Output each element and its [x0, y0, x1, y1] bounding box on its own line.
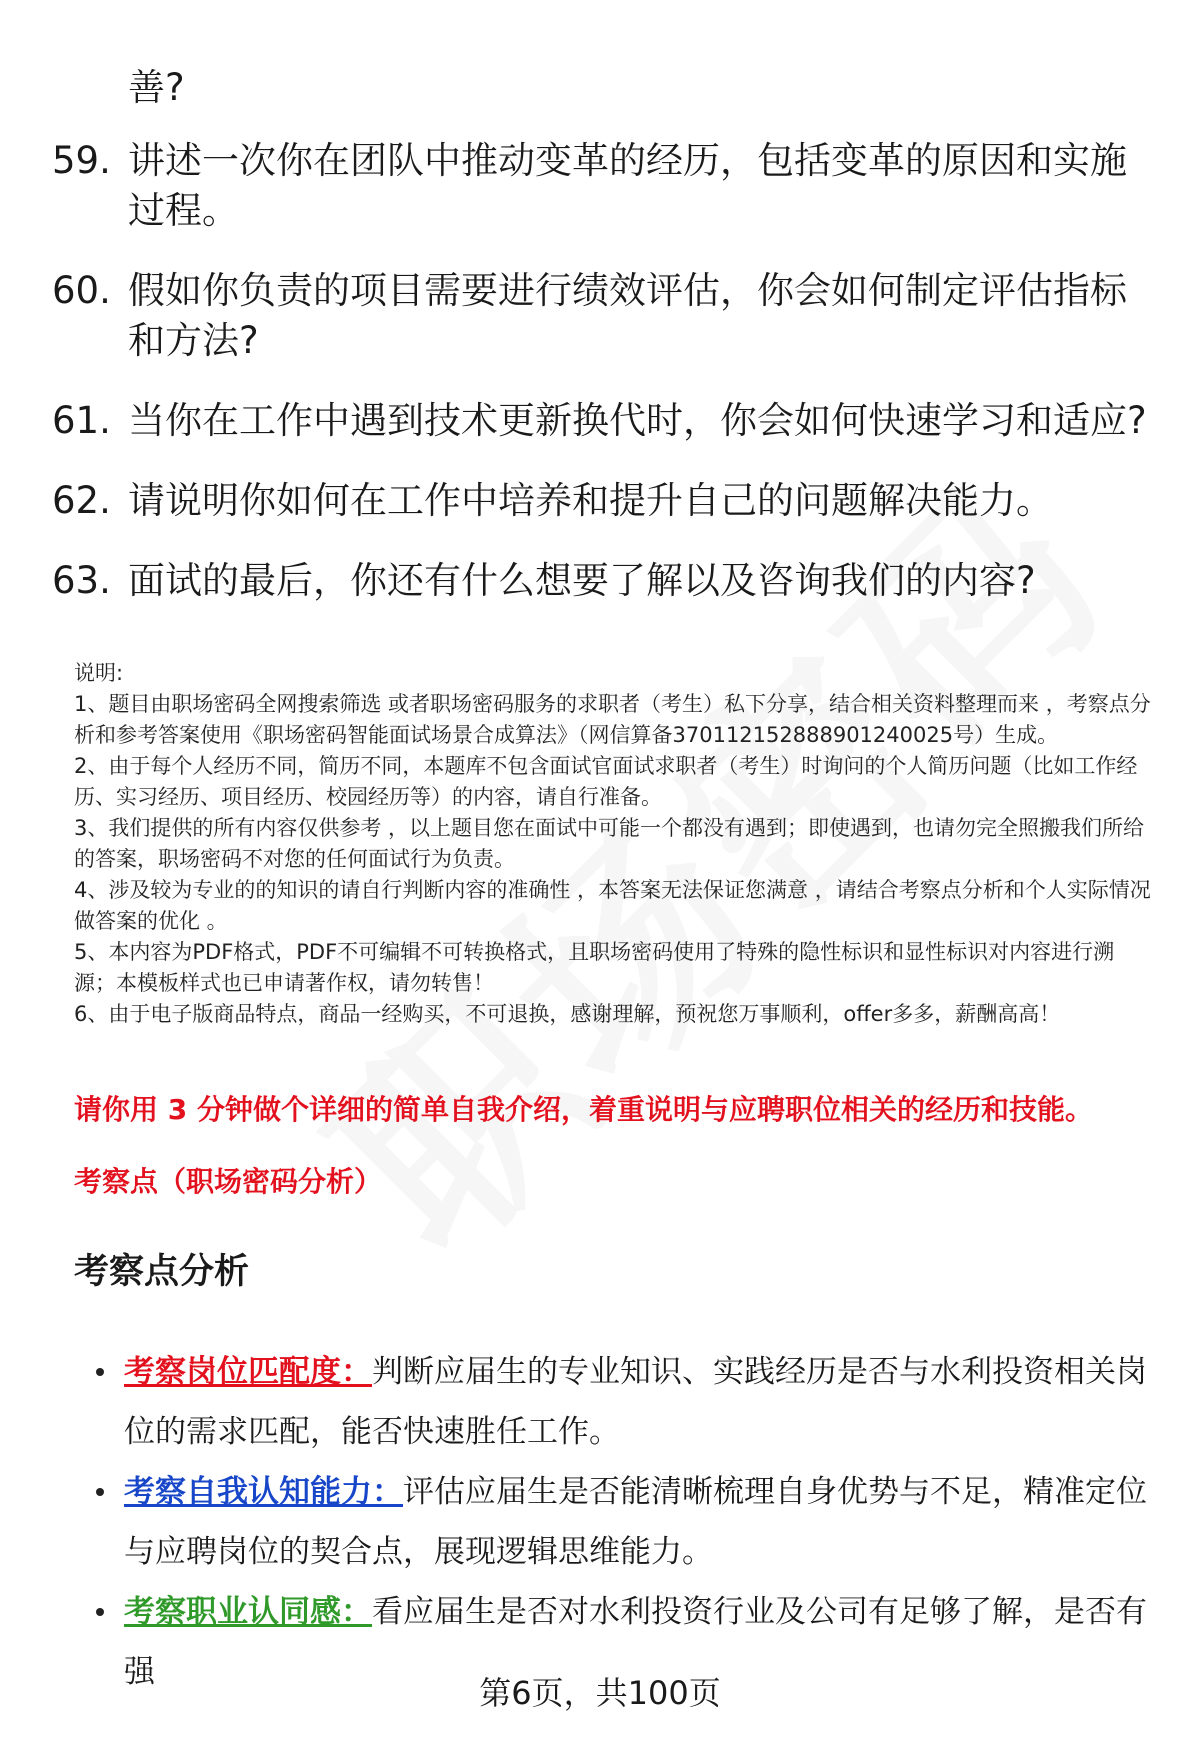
question-text: 请说明你如何在工作中培养和提升自己的问题解决能力。 — [128, 479, 1053, 522]
note-item: 6、由于电子版商品特点，商品一经购买，不可退换，感谢理解，预祝您万事顺利，offer多多，薪酬高高！ — [74, 1002, 1061, 1026]
question-number: 61. — [52, 399, 111, 442]
question-text: 讲述一次你在团队中推动变革的经历，包括变革的原因和实施过程。 — [128, 139, 1127, 232]
notes-section — [74, 658, 1154, 1030]
note-item: 5、本内容为PDF格式，PDF不可编辑不可转换格式，且职场密码使用了特殊的隐性标识和显性标识对内容进行溯源；本模板样式也已申请著作权，请勿转售！ — [74, 940, 1115, 995]
analysis-list — [96, 1342, 1156, 1702]
note-item: 1、题目由职场密码全网搜索筛选 或者职场密码服务的求职者（考生）私下分享，结合相关资料整理而来 ，考察点分析和参考答案使用《职场密码智能面试场景合成算法》（网信算备370112152888901240025号）生成。 — [74, 692, 1151, 747]
analysis-heading: 考察点分析 — [74, 1252, 250, 1292]
question-item — [52, 476, 1152, 526]
question-list — [52, 136, 1152, 636]
question-text: 假如你负责的项目需要进行绩效评估，你会如何制定评估指标和方法? — [128, 269, 1127, 362]
question-item — [52, 266, 1152, 366]
question-item — [52, 556, 1152, 606]
featured-question: 请你用 3 分钟做个详细的简单自我介绍，着重说明与应聘职位相关的经历和技能。 — [74, 1093, 1093, 1126]
question-number: 60. — [52, 269, 111, 312]
bullet-body — [124, 1342, 1156, 1462]
question-number: 63. — [52, 559, 111, 602]
question-text: 面试的最后，你还有什么想要了解以及咨询我们的内容? — [128, 559, 1036, 602]
bullet-dot-icon — [96, 1488, 104, 1496]
bullet-dot-icon — [96, 1368, 104, 1376]
bullet-text: 判断应届生的专业知识、实践经历是否与水利投资相关岗位的需求匹配，能否快速胜任工作。 — [124, 1354, 1147, 1450]
question-item — [52, 136, 1152, 236]
analysis-bullet — [96, 1462, 1156, 1582]
question-item — [52, 396, 1152, 446]
bullet-dot-icon — [96, 1608, 104, 1616]
note-item: 2、由于每个人经历不同，简历不同，本题库不包含面试官面试求职者（考生）时询问的个人简历问题（比如工作经历、实习经历、项目经历、校园经历等）的内容，请自行准备。 — [74, 754, 1138, 809]
question-number: 59. — [52, 139, 111, 182]
featured-subtitle: 考察点（职场密码分析） — [74, 1165, 383, 1198]
analysis-bullet — [96, 1342, 1156, 1462]
bullet-tag: 考察岗位匹配度： — [124, 1354, 372, 1390]
page-footer: 第6页，共100页 — [479, 1674, 721, 1712]
question-number: 62. — [52, 479, 111, 522]
continuation-text: 善? — [128, 66, 185, 109]
question-text: 当你在工作中遇到技术更新换代时，你会如何快速学习和适应? — [128, 399, 1147, 442]
note-item: 4、涉及较为专业的的知识的请自行判断内容的准确性 ，本答案无法保证您满意 ，请结合考察点分析和个人实际情况做答案的优化 。 — [74, 878, 1151, 933]
bullet-text: 看应届生是否对水利投资行业及公司有足够了解，是否有强 — [124, 1594, 1147, 1690]
note-item: 3、我们提供的所有内容仅供参考 ，以上题目您在面试中可能一个都没有遇到；即使遇到，也请勿完全照搬我们所给的答案，职场密码不对您的任何面试行为负责。 — [74, 816, 1145, 871]
bullet-tag: 考察职业认同感： — [124, 1594, 372, 1630]
notes-title: 说明: — [74, 661, 124, 685]
bullet-body — [124, 1462, 1156, 1582]
bullet-tag: 考察自我认知能力： — [124, 1474, 403, 1510]
bullet-text: 评估应届生是否能清晰梳理自身优势与不足，精准定位与应聘岗位的契合点，展现逻辑思维能力。 — [124, 1474, 1147, 1570]
